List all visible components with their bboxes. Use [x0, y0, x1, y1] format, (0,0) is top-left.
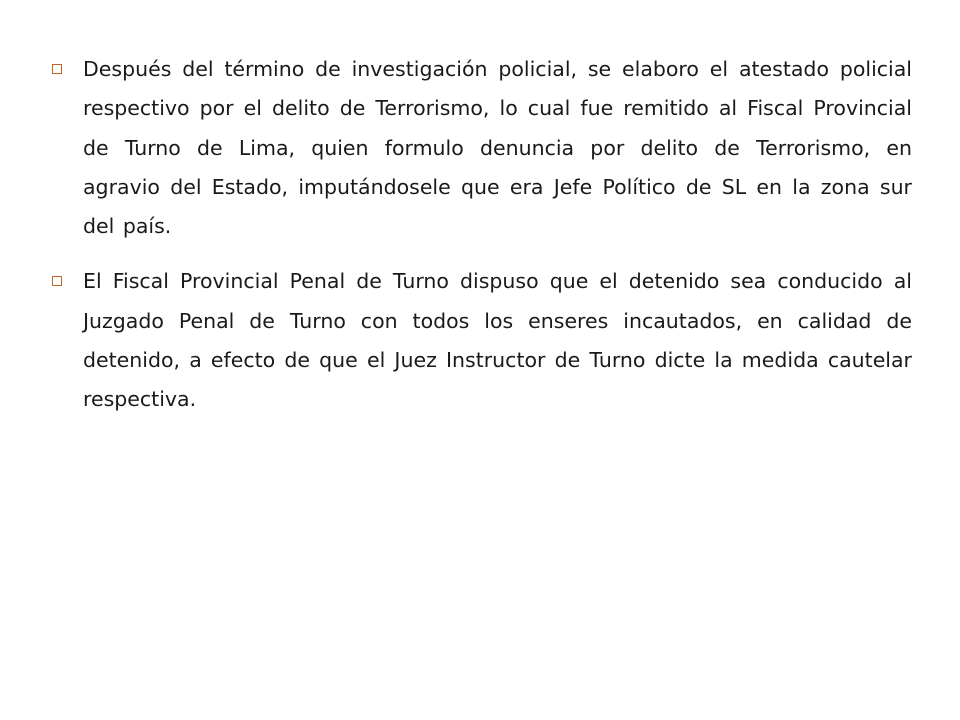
bullet-item-fiscal	[52, 262, 912, 419]
bullet-text-fiscal: El Fiscal Provincial Penal de Turno dispuso que el detenido sea conducido al Juzgado Penal de Turno con todos los enseres incautados, en calidad de detenido, a efecto de que el Juez Instructor de Turno dicte la medida cautelar respectiva.	[83, 269, 912, 412]
square-bullet-icon	[52, 64, 62, 74]
square-bullet-icon	[52, 276, 62, 286]
bullet-item-investigation	[52, 50, 912, 246]
bullet-text-investigation: Después del término de investigación policial, se elaboro el atestado policial respectivo por el delito de Terrorismo, lo cual fue remitido al Fiscal Provincial de Turno de Lima, quien formulo denuncia por delito de Terrorismo, en agravio del Estado, imputándosele que era Jefe Político de SL en la zona sur del país.	[83, 57, 912, 239]
bullet-list	[52, 50, 912, 436]
